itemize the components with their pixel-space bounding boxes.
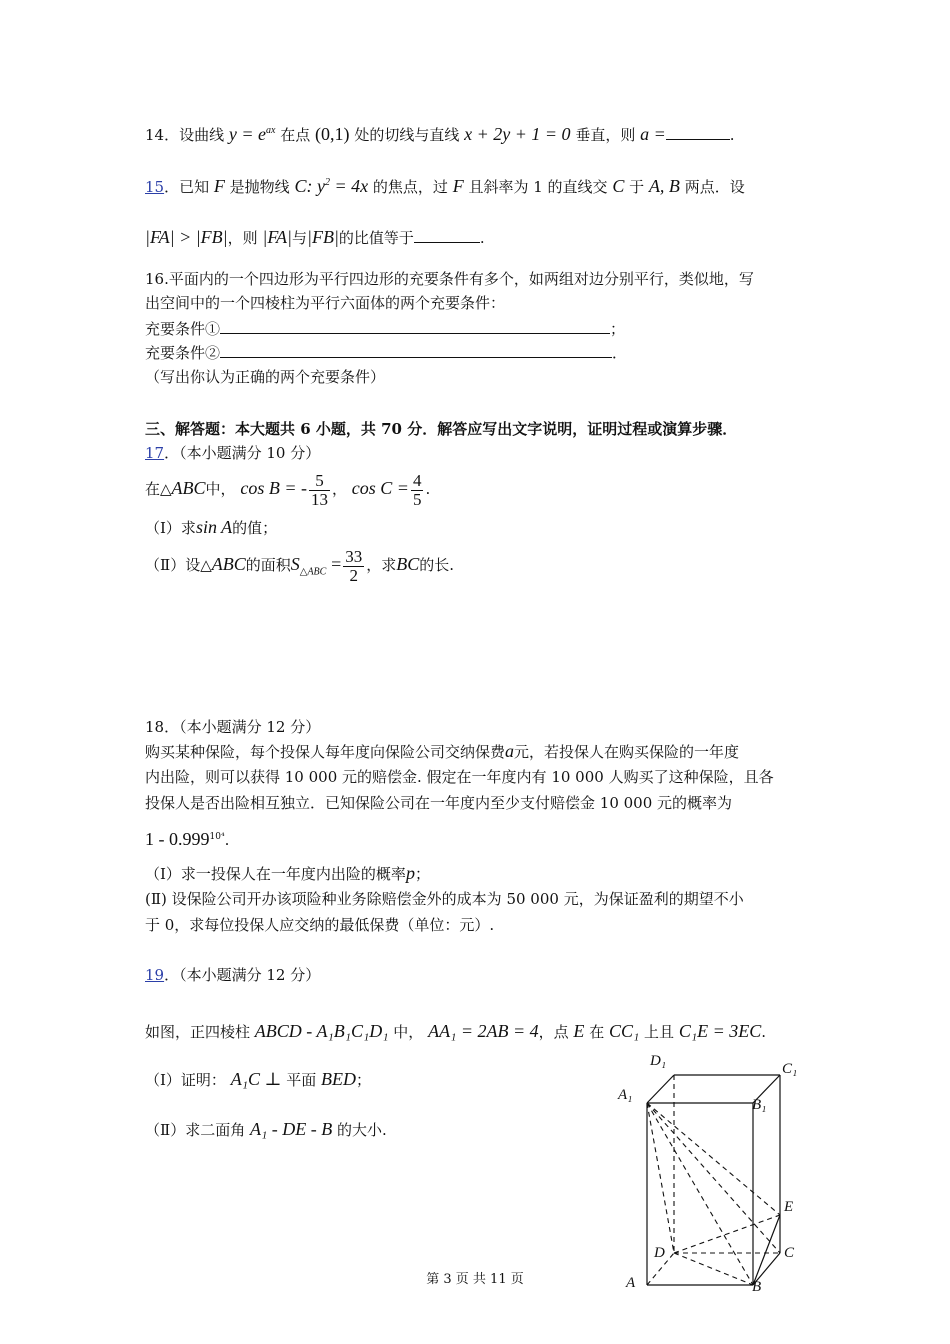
q19-point-E: E — [573, 1021, 585, 1041]
q16-c2-label: 充要条件② — [145, 344, 221, 362]
q19-part1 — [145, 1068, 371, 1091]
q18-probability — [145, 826, 229, 851]
q17-cosC-frac: $\frac{4}{5}$ — [412, 470, 422, 509]
q18-p1-text: （Ⅰ）求一投保人在一年度内出险的概率 — [145, 865, 406, 883]
q15-condition: |FA| > |FB| — [145, 227, 228, 247]
q16-c1-end: ； — [610, 320, 626, 338]
q14-curve: $y = e^{ax}$ — [228, 124, 276, 144]
q15-text: 是抛物线 — [229, 178, 290, 196]
q15-text: 的比值等于 — [338, 229, 414, 247]
q19-plane-BED: BED — [320, 1069, 356, 1089]
q18-text: 元，若投保人在购买保险的一年度 — [514, 743, 740, 761]
q15-text: 且斜率为 1 的直线交 — [468, 178, 608, 196]
q17-BC: BC — [396, 554, 420, 574]
q14-line-eq: x + 2y + 1 = 0 — [464, 124, 571, 144]
q17-heading — [145, 442, 320, 464]
q18-prob-exp: 10⁴ — [209, 832, 225, 842]
q19-part2 — [145, 1118, 387, 1141]
q17-given — [145, 466, 430, 511]
q17-triangle: ABC — [211, 554, 246, 574]
question-15 — [145, 172, 745, 198]
label-C: C — [784, 1245, 795, 1261]
q17-text: 在△ — [145, 480, 172, 498]
q19-edge-eq: AA₁ = 2AB = 4 — [428, 1021, 539, 1041]
q18-p-var: p — [405, 863, 415, 883]
q19-link[interactable]: 19 — [145, 966, 165, 984]
question-14 — [145, 120, 735, 146]
segment-A1E-hidden — [647, 1103, 780, 1215]
q17-p1-label: （Ⅰ）求 — [145, 519, 196, 537]
q15-text: 于 — [629, 178, 645, 196]
q19-ratio: C₁E = 3EC — [678, 1021, 762, 1041]
q16-c1-blank[interactable] — [220, 333, 610, 334]
q14-answer-var: a = — [640, 124, 666, 144]
q19-edge-CC1: CC₁ — [608, 1021, 640, 1041]
q18-part2-line2: 于 0，求每位投保人应交纳的最低保费（单位：元）. — [145, 916, 495, 934]
q19-score: ．（本小题满分 12 分） — [164, 966, 321, 984]
q14-label: 14．设曲线 — [145, 126, 225, 144]
q14-text: 处的切线与直线 — [354, 126, 460, 144]
q15-points: A, B — [648, 176, 680, 196]
q19-p1-label: （Ⅰ）证明： — [145, 1071, 226, 1089]
segment-A1D-hidden — [647, 1103, 674, 1253]
q17-p2-text: 的长. — [419, 556, 455, 574]
q17-part1 — [145, 516, 277, 539]
q17-cosC: cos C = — [351, 478, 409, 498]
q18-line3: 投保人是否出险相互独立．已知保险公司在一年度内至少支付赔偿金 10 000 元的概率为 — [145, 794, 733, 812]
label-D1: D₁ — [650, 1053, 667, 1069]
label-A1: A₁ — [618, 1087, 633, 1103]
label-E: E — [784, 1199, 794, 1215]
q16-condition-1 — [145, 318, 625, 340]
q15-text: 的焦点，过 — [372, 178, 448, 196]
q17-area: $S_{\triangle ABC}$ — [290, 554, 327, 578]
q15-fb: |FB| — [307, 227, 339, 247]
q15-end: . — [479, 229, 485, 247]
q19-prism: ABCD - A₁B₁C₁D₁ — [254, 1021, 389, 1041]
segment-A1C-hidden — [647, 1103, 780, 1253]
page-footer: 第 3 页 共 11 页 — [426, 1272, 524, 1287]
q18-line2: 内出险，则可以获得 10 000 元的赔偿金. 假定在一年度内有 10 000 人购买了这种保险，且各 — [145, 768, 774, 786]
q15-focus: F — [452, 176, 464, 196]
q18-part1 — [145, 862, 430, 885]
q19-A1C: A₁C ⊥ — [230, 1069, 282, 1089]
label-B: B — [752, 1279, 762, 1295]
q17-cosB: cos B = - — [240, 478, 307, 498]
q15-focus: F — [213, 176, 225, 196]
q14-text: 在点 — [280, 126, 311, 144]
section-3-heading: 三、解答题：本大题共 6 小题，共 70 分．解答应写出文字说明，证明过程或演算步骤． — [145, 420, 738, 438]
q15-text: ．已知 — [164, 178, 210, 196]
q17-part2 — [145, 542, 454, 595]
q16-line2: 出空间中的一个四棱柱为平行六面体的两个充要条件： — [145, 294, 506, 312]
q16-note: （写出你认为正确的两个充要条件） — [145, 368, 386, 386]
q15-text: ，则 — [227, 229, 258, 247]
q14-answer-blank[interactable] — [666, 139, 730, 140]
q17-text: 中， — [205, 480, 236, 498]
q19-p1-text: 平面 — [286, 1071, 317, 1089]
segment-DE-hidden — [674, 1215, 780, 1253]
q17-cosB-frac: $\frac{5}{13}$ — [310, 470, 328, 509]
q17-triangle: ABC — [171, 478, 206, 498]
q17-sinA: sin A — [195, 517, 233, 537]
q19-heading — [145, 964, 320, 986]
q19-text: 中， — [393, 1023, 424, 1041]
q18-prob: 1 - 0.999 — [145, 829, 210, 849]
label-A: A — [626, 1275, 636, 1291]
q17-area-frac: $\frac{33}{2}$ — [345, 546, 363, 585]
q18-p1-end: ； — [414, 865, 430, 883]
q14-end: . — [729, 126, 735, 144]
prism-figure — [610, 1045, 810, 1295]
q15-link[interactable]: 15 — [145, 178, 165, 196]
q19-dihedral: A₁ - DE - B — [249, 1119, 333, 1139]
q18-prob-end: . — [224, 831, 230, 849]
q19-text: 在 — [589, 1023, 605, 1041]
q17-text: ， — [331, 480, 347, 498]
q14-text: 垂直，则 — [575, 126, 636, 144]
q14-point: (0,1) — [315, 124, 350, 144]
q15-fa: |FA| — [262, 227, 292, 247]
q18-heading: 18．（本小题满分 12 分） — [145, 718, 321, 736]
q15-text: 与 — [291, 229, 307, 247]
q16-line1: 16.平面内的一个四边形为平行四边形的充要条件有多个，如两组对边分别平行，类似地，写 — [145, 270, 754, 288]
q19-p1-end: ； — [355, 1071, 371, 1089]
q19-text: 上且 — [644, 1023, 675, 1041]
q17-score: ．（本小题满分 10 分） — [164, 444, 321, 462]
q17-end: . — [425, 480, 431, 498]
q18-part2-line1: (Ⅱ) 设保险公司开办该项险种业务除赔偿金外的成本为 50 000 元，为保证盈利的期望不小 — [145, 890, 744, 908]
label-B1: B₁ — [752, 1097, 767, 1113]
q15-text: 两点．设 — [684, 178, 745, 196]
q17-p2-label: （Ⅱ）设△ — [145, 556, 212, 574]
q19-p2-label: （Ⅱ）求二面角 — [145, 1121, 246, 1139]
q16-c1-label: 充要条件① — [145, 320, 221, 338]
q15-answer-blank[interactable] — [414, 242, 480, 243]
q17-eq: = — [331, 554, 342, 574]
label-D: D — [654, 1245, 665, 1261]
q17-link[interactable]: 17 — [145, 444, 165, 462]
q19-text: ，点 — [538, 1023, 569, 1041]
q16-condition-2 — [145, 342, 627, 364]
q16-c2-blank[interactable] — [220, 357, 612, 358]
label-C1: C₁ — [782, 1061, 798, 1077]
q16-c2-end: ． — [612, 344, 628, 362]
q17-p2-text: ，求 — [366, 556, 397, 574]
edge-D1A1 — [647, 1075, 674, 1103]
q17-p1-text: 的值； — [232, 519, 278, 537]
q15-curve-label: C — [612, 176, 625, 196]
q19-end: . — [761, 1023, 767, 1041]
q17-p2-text: 的面积 — [245, 556, 291, 574]
q18-line1 — [145, 740, 739, 763]
question-15-line2 — [145, 226, 485, 249]
q18-premium-var: a — [505, 741, 515, 761]
q18-text: 购买某种保险，每个投保人每年度向保险公司交纳保费 — [145, 743, 506, 761]
q19-p2-text: 的大小. — [337, 1121, 387, 1139]
q15-parabola: C: $y^2 = 4x$ — [294, 176, 369, 196]
q19-text: 如图，正四棱柱 — [145, 1023, 251, 1041]
q19-given — [145, 1020, 766, 1043]
